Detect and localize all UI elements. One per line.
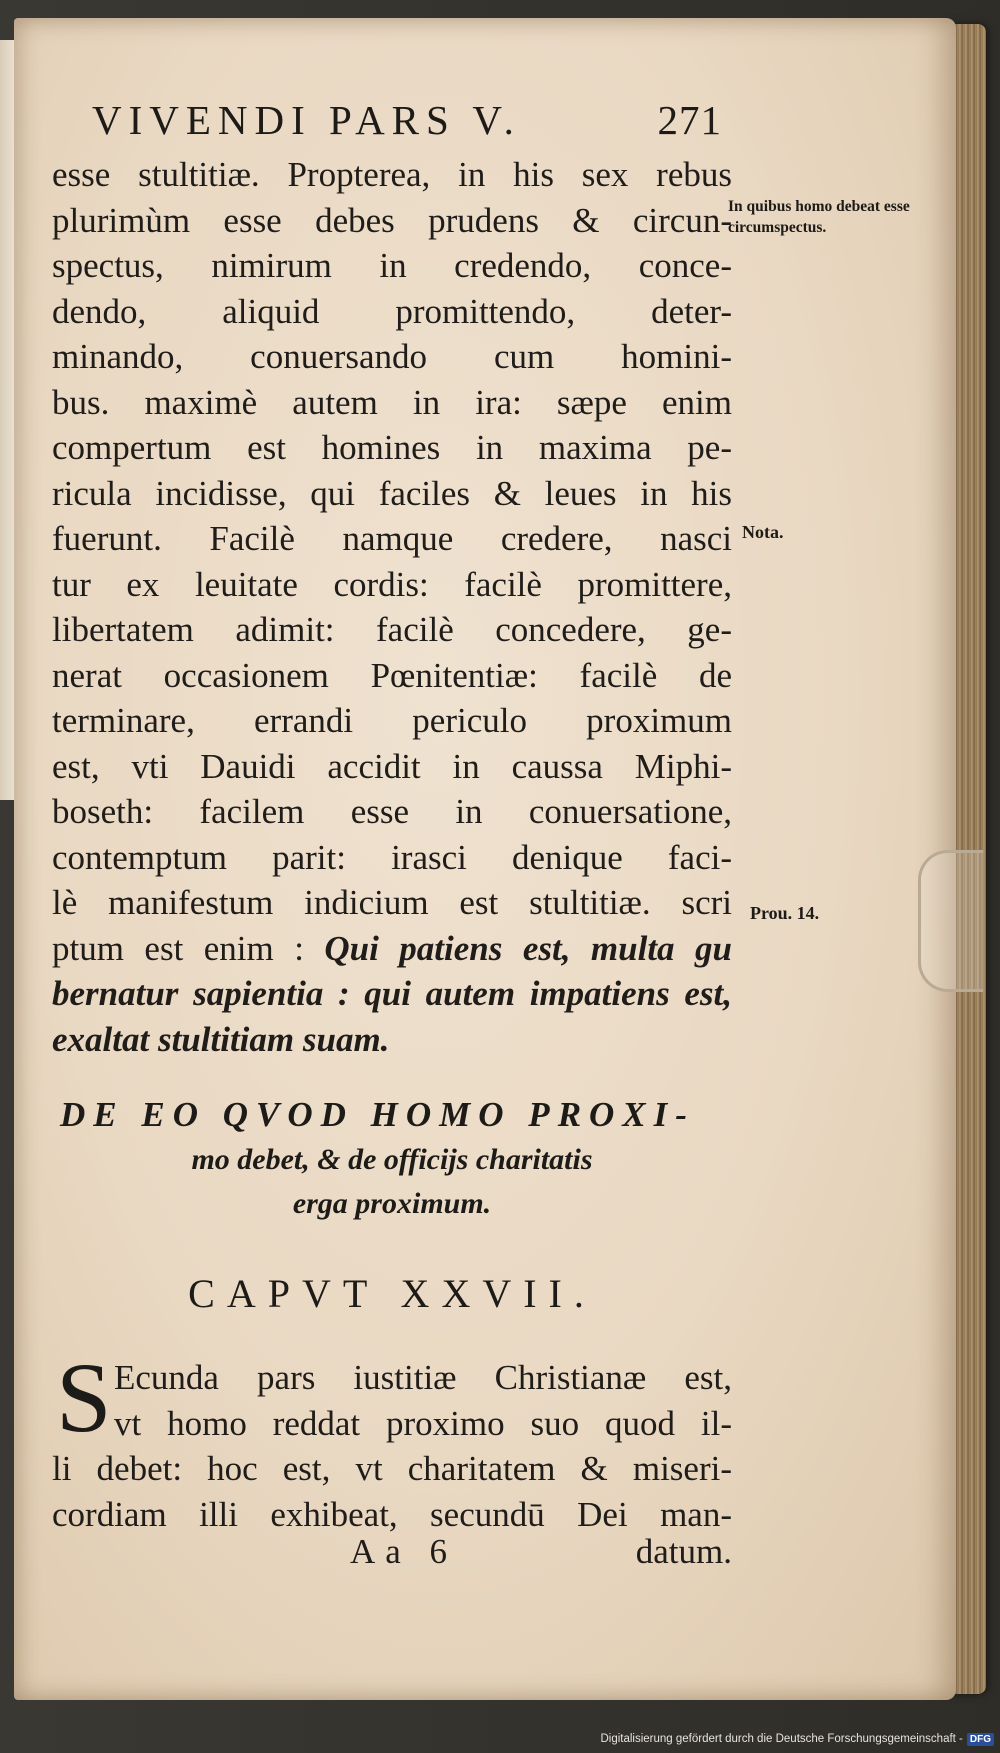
text-line: bus. maximè autem in ira: sæpe enim [52,382,732,422]
margin-note-circumspectus: In quibus homo debeat esse circumspectus. [728,198,910,236]
quote-text: Qui patiens est, multa gu [324,928,732,968]
text-line: dendo, aliquid promittendo, deter- [52,291,732,331]
chapter-number: CAPVT XXVII. [188,1271,596,1316]
text-line: compertum est homines in maxima pe- [52,428,732,467]
drop-cap: S [56,1342,112,1453]
quote-line: bernatur sapientia : qui autem impatiens est, [52,974,732,1013]
chapter-heading-line: erga proximum. [292,1187,492,1220]
text-line: contemptum parit: irasci denique faci- [52,837,732,877]
text-line: cordiam illi exhibeat, secundū Dei man- [52,1494,732,1534]
page-number: 271 [657,97,722,143]
text-line: terminare, errandi periculo proximum [52,701,732,740]
chapter-heading-line: mo debet, & de officijs charitatis [191,1143,593,1176]
text-line: esse stultitiæ. Propterea, in his sex rebus [52,155,732,194]
text-line: ricula incidisse, qui faciles & leues in his [52,473,732,513]
text-line: li debet: hoc est, vt charitatem & miseri- [52,1449,732,1488]
text-line: libertatem adimit: facilè concedere, ge- [52,610,732,649]
text-line: minando, conuersando cum homini- [52,337,732,376]
text-line: Ecunda pars iustitiæ Christianæ est, [114,1358,732,1397]
book-clasp [918,850,983,992]
catchword: datum. [635,1532,732,1571]
dfg-logo: DFG [967,1733,994,1746]
text-line: vt homo reddat proximo suo quod il- [114,1403,732,1443]
body-text [52,152,732,1062]
text-line: tur ex leuitate cordis: facilè promittere, [52,564,732,604]
text-line: fuerunt. Facilè namque credere, nasci [52,519,732,558]
quote-line [52,926,732,972]
digitization-credit [600,1729,994,1749]
quote-line: exaltat stultitiam suam. [52,1019,390,1059]
text-line: est, vti Dauidi accidit in caussa Miphi- [52,746,732,786]
running-header [92,96,722,146]
margin-note-proverbs: Prou. 14. [750,903,820,923]
quote-intro: ptum est enim : [52,928,325,968]
chapter-heading-line: DE EO QVOD HOMO PROXI- [60,1095,695,1134]
text-line: plurimùm esse debes prudens & circun- [52,200,732,240]
text-line: spectus, nimirum in credendo, conce- [52,246,732,285]
credit-text: Digitalisierung gefördert durch die Deutsche Forschungsgemeinschaft - [600,1733,963,1745]
signature-mark: Aa 6 [350,1532,458,1571]
text-line: lè manifestum indicium est stultitiæ. scri [52,883,732,922]
text-line: nerat occasionem Pœnitentiæ: facilè de [52,655,732,695]
page-footer [52,1532,732,1582]
text-line: boseth: facilem esse in conuersatione, [52,792,732,831]
chapter-heading [52,1092,732,1226]
chapter-paragraph [52,1355,732,1537]
margin-note-nota: Nota. [742,522,784,542]
running-title: VIVENDI PARS V. [92,97,521,143]
